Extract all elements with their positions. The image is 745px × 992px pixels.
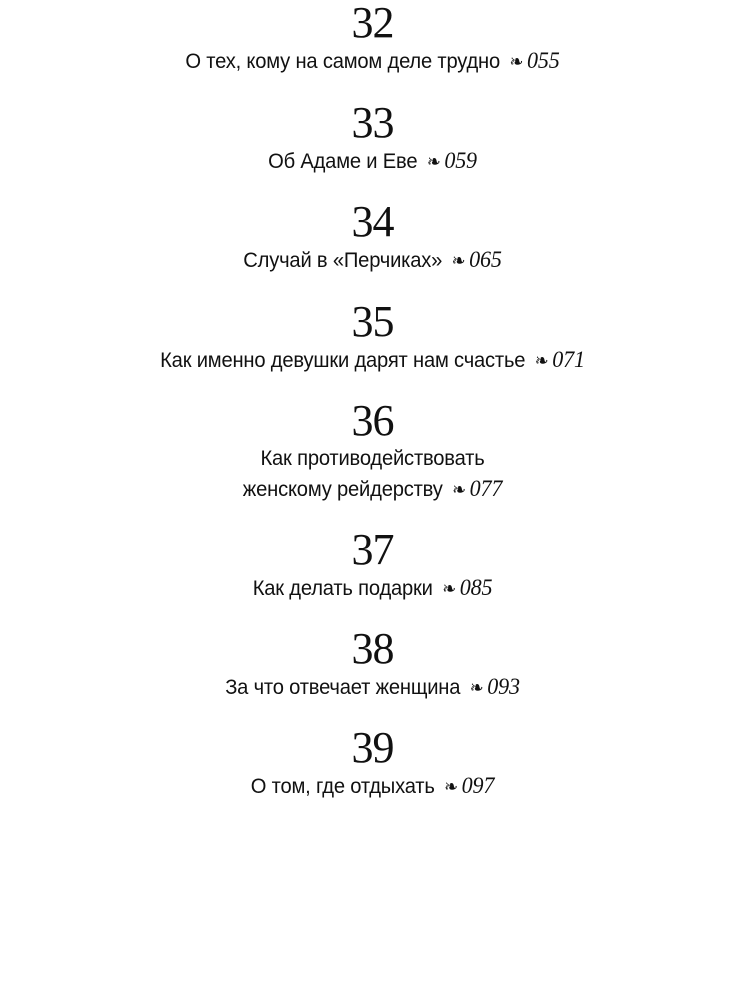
- chapter-title: [15, 245, 730, 276]
- page-number: 097: [461, 773, 495, 798]
- chapter-number: 32: [351, 0, 394, 47]
- chapter-title: [15, 573, 730, 604]
- toc-entry: [0, 100, 745, 177]
- chapter-title: [15, 46, 730, 77]
- chapter-number: 38: [351, 624, 394, 673]
- toc-entry: [0, 0, 745, 77]
- fleuron-icon: ❧: [442, 578, 456, 600]
- toc-entry: [0, 398, 745, 505]
- page-number: 055: [527, 48, 560, 73]
- fleuron-icon: ❧: [426, 151, 441, 173]
- chapter-number: 39: [351, 723, 394, 772]
- page-number: 077: [469, 476, 503, 501]
- chapter-title: [15, 146, 730, 177]
- page-number: 093: [487, 674, 520, 699]
- toc-entry: [0, 299, 745, 376]
- chapter-title-text: Случай в «Перчиках»: [243, 249, 443, 272]
- toc-entry: [0, 725, 745, 802]
- fleuron-icon: ❧: [534, 350, 549, 372]
- chapter-title-text: женскому рейдерству: [242, 478, 443, 501]
- chapter-number: 34: [351, 197, 394, 246]
- chapter-title-text: Как делать подарки: [252, 577, 433, 600]
- toc-entry: [0, 199, 745, 276]
- chapter-title-text: За что отвечает женщина: [225, 676, 461, 699]
- chapter-title: [15, 672, 730, 703]
- chapter-title: [15, 771, 730, 802]
- toc-entry: [0, 626, 745, 703]
- fleuron-icon: ❧: [452, 479, 466, 501]
- page-number: 085: [459, 575, 493, 600]
- chapter-title-text: О тех, кому на самом деле трудно: [185, 50, 501, 73]
- page-number: 059: [444, 148, 477, 173]
- chapter-title-text: Как именно девушки дарят нам счастье: [160, 349, 526, 372]
- chapter-title-text: Об Адаме и Еве: [268, 150, 418, 173]
- chapter-title: [15, 474, 730, 505]
- chapter-number: 36: [351, 396, 394, 445]
- toc-entry: [0, 527, 745, 604]
- page-number: 071: [552, 347, 585, 372]
- fleuron-icon: ❧: [451, 250, 466, 272]
- chapter-title: [15, 345, 730, 376]
- fleuron-icon: ❧: [469, 677, 484, 699]
- chapter-number: 33: [351, 98, 394, 147]
- chapter-number: 37: [351, 525, 394, 574]
- chapter-title-text: О том, где отдыхать: [250, 775, 435, 798]
- fleuron-icon: ❧: [444, 776, 458, 798]
- fleuron-icon: ❧: [509, 51, 524, 73]
- chapter-title-line: Как противодействовать: [260, 447, 485, 470]
- chapter-number: 35: [351, 297, 394, 346]
- page-number: 065: [469, 247, 502, 272]
